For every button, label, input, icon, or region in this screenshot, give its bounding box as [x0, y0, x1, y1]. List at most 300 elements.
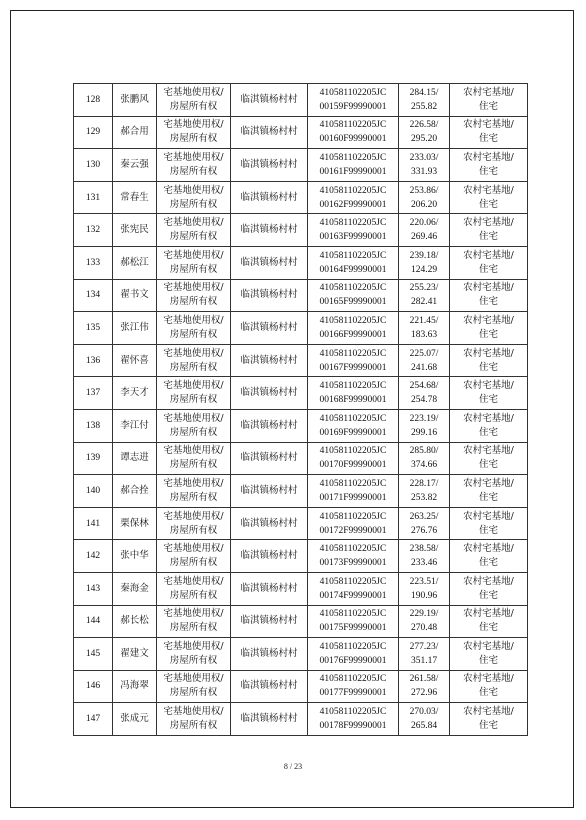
cell-location: 临淇镇杨村村 — [231, 246, 308, 279]
cell-row-number: 137 — [74, 377, 113, 410]
cell-line: 住宅 — [478, 133, 498, 145]
cell-line: 宅基地使用权/ — [163, 314, 224, 326]
cell-land-use — [450, 149, 528, 182]
cell-row-number: 133 — [74, 246, 113, 279]
cell-row-number: 146 — [74, 670, 113, 703]
cell-right-type — [157, 703, 231, 736]
cell-land-use — [450, 214, 528, 247]
cell-line: 00172F99990001 — [319, 525, 387, 536]
cell-line: 410581102205JC — [319, 707, 387, 718]
cell-line: 226.58/ — [409, 120, 439, 131]
cell-area — [399, 149, 450, 182]
cell-area — [399, 344, 450, 377]
cell-line: 00165F99990001 — [319, 297, 387, 308]
cell-unit-code — [308, 409, 399, 442]
cell-line: 295.20 — [410, 134, 438, 145]
table-row — [74, 181, 528, 214]
cell-line: 农村宅基地/ — [463, 119, 514, 131]
cell-line: 宅基地使用权/ — [163, 86, 224, 98]
cell-unit-code — [308, 312, 399, 345]
cell-land-use — [450, 670, 528, 703]
cell-unit-code — [308, 442, 399, 475]
cell-unit-code — [308, 279, 399, 312]
cell-row-number: 132 — [74, 214, 113, 247]
cell-line: 农村宅基地/ — [463, 575, 514, 587]
cell-area — [399, 540, 450, 573]
cell-location: 临淇镇杨村村 — [231, 181, 308, 214]
cell-line: 233.46 — [410, 558, 438, 569]
cell-line: 住宅 — [478, 589, 498, 601]
cell-line: 房屋所有权 — [169, 361, 218, 373]
cell-line: 农村宅基地/ — [463, 314, 514, 326]
cell-right-type — [157, 279, 231, 312]
cell-owner-name: 郝合拴 — [113, 475, 157, 508]
cell-line: 410581102205JC — [319, 609, 387, 620]
cell-row-number: 129 — [74, 116, 113, 149]
table-row — [74, 377, 528, 410]
table-row — [74, 442, 528, 475]
cell-line: 270.48 — [410, 623, 438, 634]
cell-right-type — [157, 572, 231, 605]
cell-area — [399, 409, 450, 442]
cell-line: 农村宅基地/ — [463, 640, 514, 652]
cell-owner-name: 张宪民 — [113, 214, 157, 247]
cell-owner-name: 秦海金 — [113, 572, 157, 605]
cell-line: 190.96 — [410, 590, 438, 601]
cell-line: 宅基地使用权/ — [163, 412, 224, 424]
cell-line: 宅基地使用权/ — [163, 673, 224, 685]
cell-line: 270.03/ — [409, 707, 439, 718]
cell-right-type — [157, 246, 231, 279]
cell-unit-code — [308, 214, 399, 247]
cell-line: 410581102205JC — [319, 674, 387, 685]
cell-location: 临淇镇杨村村 — [231, 279, 308, 312]
cell-line: 宅基地使用权/ — [163, 184, 224, 196]
cell-land-use — [450, 312, 528, 345]
cell-row-number: 130 — [74, 149, 113, 182]
table-row — [74, 84, 528, 117]
cell-land-use — [450, 572, 528, 605]
cell-line: 254.68/ — [409, 381, 439, 392]
cell-right-type — [157, 540, 231, 573]
cell-unit-code — [308, 540, 399, 573]
cell-line: 00159F99990001 — [319, 101, 387, 112]
cell-location: 临淇镇杨村村 — [231, 149, 308, 182]
cell-owner-name: 秦云强 — [113, 149, 157, 182]
cell-line: 住宅 — [478, 426, 498, 438]
cell-line: 宅基地使用权/ — [163, 510, 224, 522]
cell-line: 206.20 — [410, 199, 438, 210]
cell-line: 房屋所有权 — [169, 654, 218, 666]
cell-line: 住宅 — [478, 361, 498, 373]
cell-unit-code — [308, 605, 399, 638]
cell-line: 宅基地使用权/ — [163, 347, 224, 359]
cell-area — [399, 116, 450, 149]
cell-row-number: 135 — [74, 312, 113, 345]
cell-line: 宅基地使用权/ — [163, 640, 224, 652]
cell-right-type — [157, 475, 231, 508]
cell-line: 宅基地使用权/ — [163, 282, 224, 294]
cell-row-number: 138 — [74, 409, 113, 442]
cell-line: 299.16 — [410, 427, 438, 438]
cell-owner-name: 翟怀喜 — [113, 344, 157, 377]
cell-location: 临淇镇杨村村 — [231, 377, 308, 410]
cell-line: 农村宅基地/ — [463, 282, 514, 294]
cell-row-number: 136 — [74, 344, 113, 377]
table-row — [74, 246, 528, 279]
cell-line: 宅基地使用权/ — [163, 706, 224, 718]
cell-line: 410581102205JC — [319, 120, 387, 131]
cell-line: 00164F99990001 — [319, 264, 387, 275]
cell-line: 宅基地使用权/ — [163, 249, 224, 261]
cell-line: 410581102205JC — [319, 381, 387, 392]
cell-line: 276.76 — [410, 525, 438, 536]
cell-line: 房屋所有权 — [169, 687, 218, 699]
cell-unit-code — [308, 703, 399, 736]
cell-line: 410581102205JC — [319, 348, 387, 359]
cell-line: 住宅 — [478, 687, 498, 699]
cell-owner-name: 张鹏风 — [113, 84, 157, 117]
cell-land-use — [450, 84, 528, 117]
cell-area — [399, 572, 450, 605]
cell-line: 农村宅基地/ — [463, 86, 514, 98]
table-row — [74, 116, 528, 149]
cell-line: 房屋所有权 — [169, 296, 218, 308]
cell-line: 331.93 — [410, 166, 438, 177]
cell-line: 住宅 — [478, 198, 498, 210]
cell-line: 宅基地使用权/ — [163, 445, 224, 457]
cell-line: 00170F99990001 — [319, 460, 387, 471]
cell-line: 宅基地使用权/ — [163, 119, 224, 131]
cell-line: 房屋所有权 — [169, 394, 218, 406]
table-row — [74, 605, 528, 638]
cell-row-number: 143 — [74, 572, 113, 605]
cell-line: 房屋所有权 — [169, 165, 218, 177]
cell-line: 254.78 — [410, 395, 438, 406]
cell-location: 临淇镇杨村村 — [231, 638, 308, 671]
cell-row-number: 134 — [74, 279, 113, 312]
cell-area — [399, 84, 450, 117]
cell-line: 宅基地使用权/ — [163, 380, 224, 392]
cell-line: 农村宅基地/ — [463, 608, 514, 620]
cell-line: 00168F99990001 — [319, 395, 387, 406]
cell-line: 374.66 — [410, 460, 438, 471]
cell-unit-code — [308, 344, 399, 377]
cell-owner-name: 翟建文 — [113, 638, 157, 671]
cell-line: 263.25/ — [409, 511, 439, 522]
cell-line: 410581102205JC — [319, 185, 387, 196]
cell-area — [399, 214, 450, 247]
cell-line: 房屋所有权 — [169, 198, 218, 210]
cell-land-use — [450, 344, 528, 377]
cell-line: 253.86/ — [409, 185, 439, 196]
cell-owner-name: 冯海翠 — [113, 670, 157, 703]
cell-right-type — [157, 605, 231, 638]
cell-line: 住宅 — [478, 263, 498, 275]
cell-area — [399, 279, 450, 312]
cell-line: 农村宅基地/ — [463, 347, 514, 359]
cell-line: 00162F99990001 — [319, 199, 387, 210]
cell-line: 124.29 — [410, 264, 438, 275]
cell-owner-name: 翟书文 — [113, 279, 157, 312]
cell-location: 临淇镇杨村村 — [231, 409, 308, 442]
cell-line: 410581102205JC — [319, 152, 387, 163]
cell-line: 农村宅基地/ — [463, 543, 514, 555]
cell-area — [399, 377, 450, 410]
cell-row-number: 145 — [74, 638, 113, 671]
cell-line: 住宅 — [478, 296, 498, 308]
cell-line: 农村宅基地/ — [463, 412, 514, 424]
cell-line: 住宅 — [478, 165, 498, 177]
cell-line: 239.18/ — [409, 250, 439, 261]
cell-area — [399, 670, 450, 703]
cell-line: 房屋所有权 — [169, 524, 218, 536]
cell-line: 农村宅基地/ — [463, 477, 514, 489]
table-row — [74, 344, 528, 377]
cell-line: 277.23/ — [409, 641, 439, 652]
cell-land-use — [450, 377, 528, 410]
cell-line: 410581102205JC — [319, 87, 387, 98]
cell-area — [399, 507, 450, 540]
cell-location: 临淇镇杨村村 — [231, 572, 308, 605]
cell-unit-code — [308, 181, 399, 214]
table-row — [74, 638, 528, 671]
cell-row-number: 142 — [74, 540, 113, 573]
cell-unit-code — [308, 572, 399, 605]
cell-land-use — [450, 442, 528, 475]
table-body — [74, 84, 528, 736]
cell-line: 410581102205JC — [319, 250, 387, 261]
cell-land-use — [450, 246, 528, 279]
cell-line: 住宅 — [478, 231, 498, 243]
table-row — [74, 214, 528, 247]
cell-row-number: 131 — [74, 181, 113, 214]
cell-line: 宅基地使用权/ — [163, 608, 224, 620]
cell-unit-code — [308, 116, 399, 149]
cell-owner-name: 郝松江 — [113, 246, 157, 279]
cell-right-type — [157, 149, 231, 182]
cell-line: 房屋所有权 — [169, 589, 218, 601]
cell-line: 233.03/ — [409, 152, 439, 163]
cell-location: 临淇镇杨村村 — [231, 344, 308, 377]
cell-location: 临淇镇杨村村 — [231, 703, 308, 736]
cell-line: 00173F99990001 — [319, 558, 387, 569]
cell-line: 241.68 — [410, 362, 438, 373]
cell-line: 农村宅基地/ — [463, 217, 514, 229]
cell-line: 00160F99990001 — [319, 134, 387, 145]
cell-line: 住宅 — [478, 720, 498, 732]
cell-line: 410581102205JC — [319, 413, 387, 424]
cell-line: 410581102205JC — [319, 576, 387, 587]
cell-location: 临淇镇杨村村 — [231, 84, 308, 117]
cell-owner-name: 张江伟 — [113, 312, 157, 345]
cell-line: 房屋所有权 — [169, 231, 218, 243]
table-row — [74, 540, 528, 573]
cell-right-type — [157, 507, 231, 540]
cell-location: 临淇镇杨村村 — [231, 214, 308, 247]
cell-unit-code — [308, 84, 399, 117]
table-row — [74, 507, 528, 540]
cell-line: 房屋所有权 — [169, 720, 218, 732]
cell-land-use — [450, 116, 528, 149]
cell-location: 临淇镇杨村村 — [231, 312, 308, 345]
cell-line: 房屋所有权 — [169, 557, 218, 569]
cell-land-use — [450, 181, 528, 214]
cell-unit-code — [308, 670, 399, 703]
cell-line: 225.07/ — [409, 348, 439, 359]
cell-line: 00176F99990001 — [319, 655, 387, 666]
cell-line: 410581102205JC — [319, 544, 387, 555]
cell-line: 00177F99990001 — [319, 688, 387, 699]
cell-location: 临淇镇杨村村 — [231, 116, 308, 149]
cell-land-use — [450, 507, 528, 540]
cell-right-type — [157, 116, 231, 149]
cell-right-type — [157, 312, 231, 345]
cell-line: 农村宅基地/ — [463, 151, 514, 163]
cell-line: 351.17 — [410, 655, 438, 666]
cell-line: 272.96 — [410, 688, 438, 699]
cell-row-number: 141 — [74, 507, 113, 540]
cell-land-use — [450, 638, 528, 671]
cell-row-number: 139 — [74, 442, 113, 475]
cell-right-type — [157, 181, 231, 214]
cell-line: 住宅 — [478, 394, 498, 406]
table-row — [74, 149, 528, 182]
registration-table — [73, 83, 528, 736]
cell-line: 00174F99990001 — [319, 590, 387, 601]
cell-land-use — [450, 540, 528, 573]
cell-line: 宅基地使用权/ — [163, 217, 224, 229]
cell-area — [399, 246, 450, 279]
cell-location: 临淇镇杨村村 — [231, 507, 308, 540]
cell-location: 临淇镇杨村村 — [231, 605, 308, 638]
cell-owner-name: 李江付 — [113, 409, 157, 442]
cell-row-number: 128 — [74, 84, 113, 117]
cell-line: 261.58/ — [409, 674, 439, 685]
cell-area — [399, 638, 450, 671]
cell-location: 临淇镇杨村村 — [231, 442, 308, 475]
cell-line: 410581102205JC — [319, 315, 387, 326]
cell-location: 临淇镇杨村村 — [231, 475, 308, 508]
cell-area — [399, 605, 450, 638]
cell-line: 宅基地使用权/ — [163, 477, 224, 489]
cell-line: 住宅 — [478, 654, 498, 666]
cell-line: 住宅 — [478, 100, 498, 112]
cell-unit-code — [308, 377, 399, 410]
cell-line: 255.23/ — [409, 283, 439, 294]
cell-right-type — [157, 638, 231, 671]
cell-line: 房屋所有权 — [169, 622, 218, 634]
cell-line: 房屋所有权 — [169, 459, 218, 471]
cell-unit-code — [308, 149, 399, 182]
cell-owner-name: 李天才 — [113, 377, 157, 410]
cell-unit-code — [308, 246, 399, 279]
cell-line: 房屋所有权 — [169, 328, 218, 340]
cell-line: 农村宅基地/ — [463, 445, 514, 457]
cell-line: 宅基地使用权/ — [163, 543, 224, 555]
cell-line: 221.45/ — [409, 315, 439, 326]
cell-line: 410581102205JC — [319, 478, 387, 489]
cell-line: 282.41 — [410, 297, 438, 308]
cell-line: 00161F99990001 — [319, 166, 387, 177]
cell-land-use — [450, 703, 528, 736]
cell-row-number: 140 — [74, 475, 113, 508]
cell-location: 临淇镇杨村村 — [231, 540, 308, 573]
cell-line: 住宅 — [478, 524, 498, 536]
table-row — [74, 572, 528, 605]
cell-line: 房屋所有权 — [169, 426, 218, 438]
cell-line: 00175F99990001 — [319, 623, 387, 634]
table-row — [74, 312, 528, 345]
cell-land-use — [450, 279, 528, 312]
cell-line: 00169F99990001 — [319, 427, 387, 438]
cell-line: 285.80/ — [409, 446, 439, 457]
cell-unit-code — [308, 475, 399, 508]
cell-line: 220.06/ — [409, 218, 439, 229]
cell-line: 农村宅基地/ — [463, 673, 514, 685]
cell-line: 253.82 — [410, 492, 438, 503]
cell-line: 农村宅基地/ — [463, 510, 514, 522]
cell-line: 住宅 — [478, 328, 498, 340]
cell-line: 宅基地使用权/ — [163, 575, 224, 587]
cell-line: 房屋所有权 — [169, 263, 218, 275]
cell-line: 住宅 — [478, 557, 498, 569]
cell-area — [399, 312, 450, 345]
cell-line: 183.63 — [410, 329, 438, 340]
cell-line: 410581102205JC — [319, 511, 387, 522]
cell-right-type — [157, 214, 231, 247]
cell-right-type — [157, 670, 231, 703]
cell-right-type — [157, 344, 231, 377]
cell-line: 410581102205JC — [319, 641, 387, 652]
cell-line: 住宅 — [478, 459, 498, 471]
cell-owner-name: 郝合用 — [113, 116, 157, 149]
cell-area — [399, 181, 450, 214]
cell-right-type — [157, 442, 231, 475]
cell-line: 228.17/ — [409, 478, 439, 489]
cell-line: 00178F99990001 — [319, 721, 387, 732]
cell-land-use — [450, 475, 528, 508]
table-row — [74, 670, 528, 703]
cell-line: 房屋所有权 — [169, 491, 218, 503]
cell-unit-code — [308, 638, 399, 671]
cell-area — [399, 703, 450, 736]
cell-row-number: 147 — [74, 703, 113, 736]
cell-line: 房屋所有权 — [169, 100, 218, 112]
cell-right-type — [157, 84, 231, 117]
cell-owner-name: 张中华 — [113, 540, 157, 573]
cell-land-use — [450, 605, 528, 638]
cell-line: 农村宅基地/ — [463, 184, 514, 196]
cell-line: 农村宅基地/ — [463, 706, 514, 718]
table-row — [74, 279, 528, 312]
page-number: 8 / 23 — [283, 762, 303, 771]
cell-line: 宅基地使用权/ — [163, 151, 224, 163]
cell-line: 410581102205JC — [319, 283, 387, 294]
cell-line: 住宅 — [478, 622, 498, 634]
cell-row-number: 144 — [74, 605, 113, 638]
cell-area — [399, 442, 450, 475]
cell-line: 265.84 — [410, 721, 438, 732]
cell-unit-code — [308, 507, 399, 540]
cell-owner-name: 张成元 — [113, 703, 157, 736]
cell-line: 房屋所有权 — [169, 133, 218, 145]
cell-owner-name: 谭志进 — [113, 442, 157, 475]
cell-land-use — [450, 409, 528, 442]
cell-line: 00166F99990001 — [319, 329, 387, 340]
cell-right-type — [157, 377, 231, 410]
cell-line: 238.58/ — [409, 544, 439, 555]
